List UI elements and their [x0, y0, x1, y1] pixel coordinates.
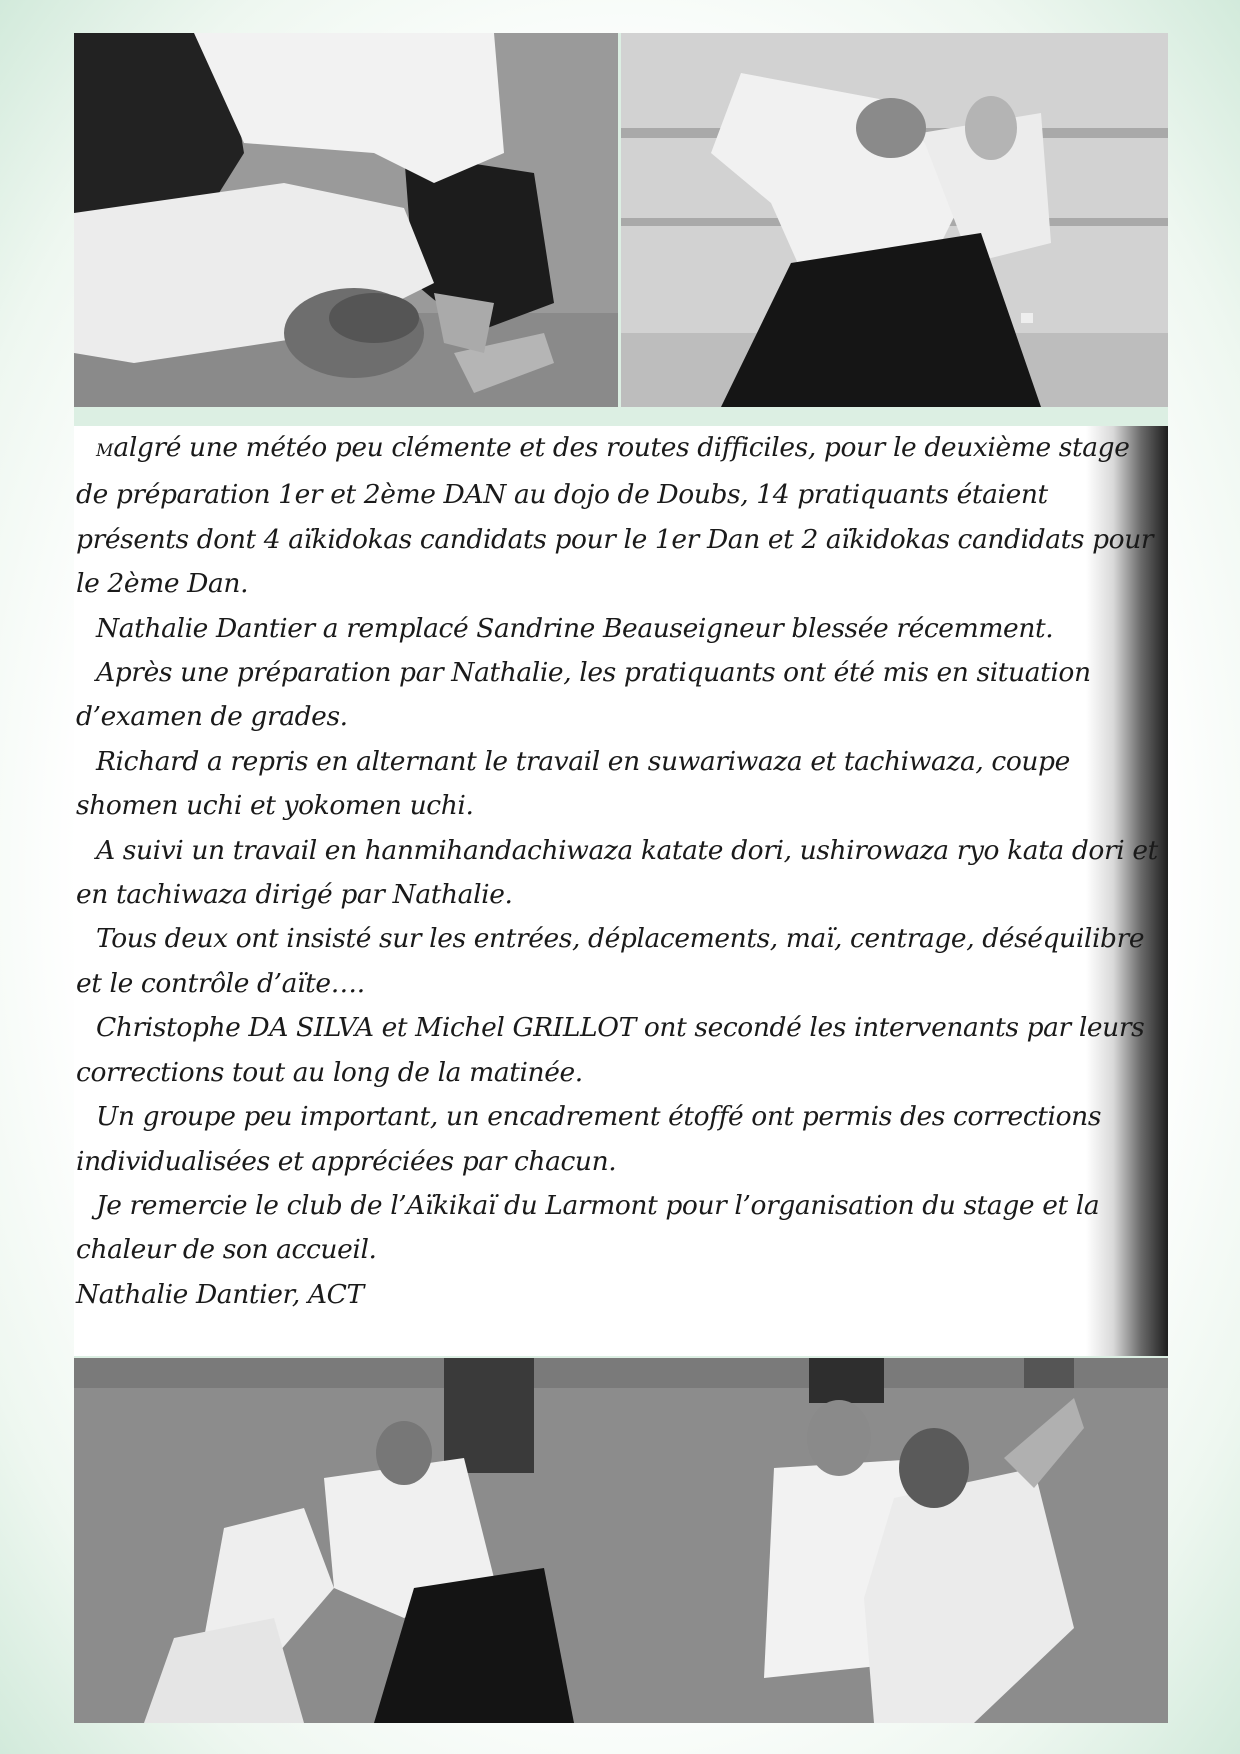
- article-paragraph: Christophe DA SILVA et Michel GRILLOT ont secondé les intervenants par leurs corrections tout au long de la matinée.: [76, 1012, 1145, 1088]
- aikido-pin-photo: [74, 33, 618, 407]
- article-panel: [74, 426, 1168, 1356]
- paragraph-text: algré une météo peu clémente et des routes difficiles, pour le deuxième stage de préparation 1er et 2ème DAN au dojo de Doubs, 14 pratiquants étaient présents dont 4 aïkidokas candidats pour le 1er Dan et 2 aïkidokas candidats pour le 2ème Dan.: [76, 432, 1154, 600]
- article-paragraph: Après une préparation par Nathalie, les pratiquants ont été mis en situation d’examen de grades.: [76, 657, 1091, 733]
- article-paragraph: Tous deux ont insisté sur les entrées, déplacements, maï, centrage, déséquilibre et le contrôle d’aïte….: [76, 923, 1145, 999]
- article-paragraph: Richard a repris en alternant le travail en suwariwaza et tachiwaza, coupe shomen uchi et yokomen uchi.: [76, 745, 1070, 822]
- aikido-throw-photo: [621, 33, 1168, 407]
- article-paragraph: [76, 426, 1158, 607]
- drop-cap: M: [96, 441, 114, 461]
- article-body: [76, 426, 1158, 1317]
- aikido-practice-photo: [74, 1358, 1168, 1723]
- article-paragraph: Nathalie Dantier a remplacé Sandrine Beauseigneur blessée récemment.: [96, 612, 1054, 644]
- article-paragraph: Je remercie le club de l’Aïkikaï du Larmont pour l’organisation du stage et la chaleur de son accueil.: [76, 1189, 1100, 1266]
- article-paragraph: A suivi un travail en hanmihandachiwaza katate dori, ushirowaza ryo kata dori et en tachiwaza dirigé par Nathalie.: [76, 834, 1158, 911]
- article-signature: Nathalie Dantier, ACT: [76, 1278, 364, 1310]
- article-paragraph: Un groupe peu important, un encadrement étoffé ont permis des corrections individualisées et appréciées par chacun.: [76, 1101, 1102, 1177]
